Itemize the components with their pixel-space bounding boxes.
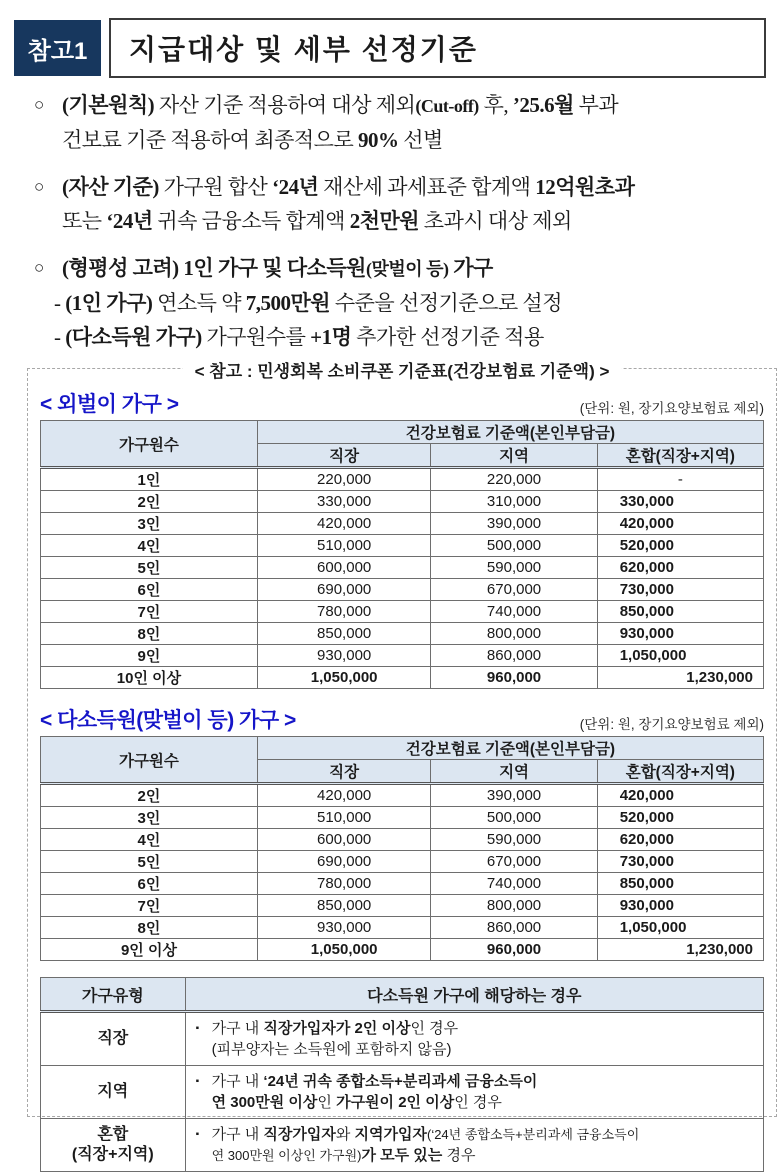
table-cell: 4인: [41, 829, 258, 851]
table-cell: 930,000: [257, 917, 431, 939]
text-run: 선별: [398, 128, 443, 152]
square-bullet-icon: ▪: [195, 1129, 200, 1140]
table-cell: 860,000: [431, 645, 597, 667]
table-cell: 9인 이상: [41, 939, 258, 961]
table-row: [41, 1012, 764, 1066]
table-cell: 390,000: [431, 784, 597, 807]
square-bullet-icon: ▪: [195, 1023, 200, 1034]
text-run: -: [54, 291, 66, 315]
table-row: [41, 851, 764, 873]
text-run: 후,: [478, 93, 513, 117]
text-run: 가 모두 있는: [361, 1147, 443, 1164]
text-run: 12억원초과: [535, 175, 635, 199]
table-cell: 5인: [41, 851, 258, 873]
table-cell: 420,000: [257, 784, 431, 807]
circle-bullet-icon: ○: [34, 177, 44, 196]
table-cell: 850,000: [257, 623, 431, 645]
text-run: 재산세 과세표준 합계액: [318, 175, 536, 199]
table-cell: 9인: [41, 645, 258, 667]
type-desc-workplace: [185, 1012, 763, 1066]
table-row: [41, 829, 764, 851]
text-run: 가구 내: [211, 1073, 264, 1090]
col-header-household-size: 가구원수: [41, 737, 258, 784]
text-run: 7,500만원: [245, 291, 331, 315]
text-run: 직장가입자: [263, 1126, 336, 1143]
unit-note: (단위: 원, 장기요양보험료 제외): [579, 401, 764, 416]
table-cell: 590,000: [431, 557, 597, 579]
text-run: (Cut-off): [415, 96, 479, 116]
table-cell: 850,000: [257, 895, 431, 917]
text-run: +1명: [310, 325, 352, 349]
table-cell: 6인: [41, 873, 258, 895]
text-run: 건보료 기준 적용하여 최종적으로: [62, 128, 359, 152]
bullet-line: [62, 251, 767, 286]
table-cell: 500,000: [431, 807, 597, 829]
bullet-text: [54, 251, 767, 354]
table-cell: 960,000: [431, 939, 597, 961]
text-run: 가구원이 2인 이상: [336, 1094, 455, 1111]
bullet-asset-criteria: [34, 170, 767, 238]
text-run: 자산 기준 적용하여 대상 제외: [154, 93, 416, 117]
table-cell: 390,000: [431, 513, 597, 535]
text-run: 연소득 약: [152, 291, 246, 315]
text-run: 가구원 합산: [158, 175, 273, 199]
square-bullet-icon: ▪: [195, 1076, 200, 1087]
table-row: [41, 557, 764, 579]
table-cell: 500,000: [431, 535, 597, 557]
text-run: 귀속 금융소득 합계액: [152, 209, 350, 233]
text-run: (기본원칙): [62, 93, 155, 117]
table-row: [41, 579, 764, 601]
col-header-workplace: 직장: [257, 444, 431, 468]
reference-box-title: < 참고 : 민생회복 소비쿠폰 기준표(건강보험료 기준액) >: [183, 357, 622, 382]
desc-text: [212, 1124, 640, 1145]
table-cell: 860,000: [431, 917, 597, 939]
text-run: 인 경우: [454, 1094, 502, 1111]
text-run: (피부양자는 소득원에 포함하지 않음): [211, 1041, 452, 1058]
table-cell: 930,000: [257, 645, 431, 667]
type-label-workplace: 직장: [41, 1012, 186, 1066]
table-cell: 4인: [41, 535, 258, 557]
text-run: ‘24년: [272, 175, 319, 199]
bullet-line: [62, 170, 767, 204]
type-desc-regional: [185, 1066, 763, 1119]
single-income-title: < 외벌이 가구 >: [40, 393, 179, 416]
table-cell: 1,050,000: [257, 939, 431, 961]
text-run: 가구 내: [211, 1020, 264, 1037]
col-header-mixed: 혼합(직장+지역): [597, 444, 763, 468]
table-cell: 6인: [41, 579, 258, 601]
text-run: 초과시 대상 제외: [419, 209, 572, 233]
single-income-section-header: [40, 388, 764, 418]
table-row: [41, 939, 764, 961]
text-run: (1인 가구): [65, 291, 153, 315]
desc-text: [212, 1018, 459, 1039]
table-cell: 310,000: [431, 491, 597, 513]
col-header-mixed: 혼합(직장+지역): [597, 760, 763, 784]
table-cell: 740,000: [431, 873, 597, 895]
table-cell: 960,000: [431, 667, 597, 689]
table-cell: 670,000: [431, 579, 597, 601]
table-cell: 510,000: [257, 807, 431, 829]
table-cell: 420,000: [257, 513, 431, 535]
text-run: 1인 가구 및 다소득원: [178, 256, 366, 280]
text-run: 가구원수를: [201, 325, 311, 349]
table-cell: 690,000: [257, 579, 431, 601]
desc-line: [196, 1092, 755, 1113]
sub-bullet-single-household: [54, 286, 767, 320]
col-header-household-size: 가구원수: [41, 421, 258, 468]
table-cell: -: [597, 468, 763, 491]
table-cell: 590,000: [431, 829, 597, 851]
table-cell: 1,050,000: [257, 667, 431, 689]
table-cell: 1,050,000: [597, 917, 763, 939]
text-run: ‘24년: [106, 209, 153, 233]
table-cell: 1,050,000: [597, 645, 763, 667]
table-row: [41, 1119, 764, 1172]
table-cell: 600,000: [257, 557, 431, 579]
table-cell: 780,000: [257, 601, 431, 623]
table-cell: 220,000: [257, 468, 431, 491]
bullet-basic-principle: [34, 88, 767, 157]
table-row: [41, 513, 764, 535]
col-header-regional: 지역: [431, 760, 597, 784]
table-cell: 850,000: [597, 601, 763, 623]
table-cell: 740,000: [431, 601, 597, 623]
table-cell: 800,000: [431, 623, 597, 645]
table-row: [41, 1066, 764, 1119]
circle-bullet-icon: ○: [34, 95, 44, 114]
table-cell: 8인: [41, 917, 258, 939]
table-cell: 5인: [41, 557, 258, 579]
single-income-table: [40, 420, 764, 689]
table-cell: 10인 이상: [41, 667, 258, 689]
desc-line: [196, 1018, 755, 1039]
text-run: 지역가입자: [354, 1126, 427, 1143]
text-run: 인 경우: [410, 1020, 459, 1037]
table-row: [41, 895, 764, 917]
text-run: 수준을 선정기준으로 설정: [330, 291, 562, 315]
table-cell: 780,000: [257, 873, 431, 895]
text-run: 연 300만원 이상: [211, 1094, 318, 1111]
type-label-mixed: [41, 1119, 186, 1172]
table-cell: 220,000: [431, 468, 597, 491]
table-cell: 670,000: [431, 851, 597, 873]
col-header-household-type: 가구유형: [41, 978, 186, 1012]
text-run: 가구: [448, 256, 493, 280]
text-run: (직장+지역): [71, 1146, 154, 1163]
text-run: (형평성 고려): [62, 256, 179, 280]
table-cell: 1인: [41, 468, 258, 491]
table-cell: 730,000: [597, 851, 763, 873]
table-cell: 7인: [41, 601, 258, 623]
table-row: [41, 491, 764, 513]
text-run: 부과: [573, 93, 619, 117]
multi-income-table: [40, 736, 764, 961]
table-cell: 2인: [41, 491, 258, 513]
text-run: 연 300만원 이상인 가구원): [211, 1148, 362, 1163]
table-cell: 520,000: [597, 807, 763, 829]
table-cell: 3인: [41, 807, 258, 829]
text-run: 인: [317, 1094, 337, 1111]
table-cell: 620,000: [597, 557, 763, 579]
household-type-table: [40, 977, 764, 1172]
table-header-row: [41, 421, 764, 444]
col-header-workplace: 직장: [257, 760, 431, 784]
text-run: 와: [335, 1126, 355, 1143]
table-header-row: [41, 737, 764, 760]
col-header-multi-income-case: 다소득원 가구에 해당하는 경우: [185, 978, 763, 1012]
bullet-text: [62, 88, 767, 157]
table-cell: 8인: [41, 623, 258, 645]
text-run: 추가한 선정기준 적용: [351, 325, 544, 349]
table-cell: 730,000: [597, 579, 763, 601]
table-row: [41, 784, 764, 807]
table-row: [41, 645, 764, 667]
table-cell: 7인: [41, 895, 258, 917]
text-run: 혼합: [97, 1126, 129, 1143]
text-run: 또는: [62, 209, 107, 233]
table-cell: 420,000: [597, 784, 763, 807]
table-cell: 930,000: [597, 623, 763, 645]
text-run: 직장가입자가 2인 이상: [263, 1020, 411, 1037]
unit-note: (단위: 원, 장기요양보험료 제외): [579, 717, 764, 732]
desc-line: [196, 1071, 755, 1092]
bullet-equity-consideration: [34, 251, 767, 354]
table-cell: 800,000: [431, 895, 597, 917]
multi-income-section-header: [40, 704, 764, 734]
table-row: [41, 601, 764, 623]
desc-line: [196, 1039, 755, 1060]
table-cell: 690,000: [257, 851, 431, 873]
circle-bullet-icon: ○: [34, 258, 44, 277]
desc-text: [212, 1071, 538, 1092]
reference-table-box: [27, 362, 777, 1164]
text-run: (‘24년 종합소득+분리과세 금융소득이: [426, 1127, 640, 1142]
table-cell: 1,230,000: [597, 667, 763, 689]
reference-badge: 참고1: [14, 20, 101, 76]
table-row: [41, 917, 764, 939]
desc-line: [196, 1124, 755, 1145]
col-header-regional: 지역: [431, 444, 597, 468]
table-cell: 850,000: [597, 873, 763, 895]
criteria-bullet-list: [34, 88, 767, 367]
text-run: 경우: [442, 1147, 476, 1164]
multi-income-title: < 다소득원(맞벌이 등) 가구 >: [40, 709, 296, 732]
table-header-row: [41, 978, 764, 1012]
type-label-regional: 지역: [41, 1066, 186, 1119]
text-run: (자산 기준): [62, 175, 159, 199]
col-header-insurance-group: 건강보험료 기준액(본인부담금): [257, 737, 763, 760]
table-cell: 3인: [41, 513, 258, 535]
table-row: [41, 667, 764, 689]
text-run: 2천만원: [349, 209, 420, 233]
table-cell: 930,000: [597, 895, 763, 917]
bullet-line: [62, 123, 767, 157]
table-cell: 420,000: [597, 513, 763, 535]
table-row: [41, 873, 764, 895]
table-cell: 620,000: [597, 829, 763, 851]
table-cell: 330,000: [597, 491, 763, 513]
text-run: ’25.6월: [512, 93, 574, 117]
table-row: [41, 535, 764, 557]
bullet-line: [62, 204, 767, 238]
sub-bullet-multi-income-household: [54, 320, 767, 354]
text-run: (다소득원 가구): [65, 325, 202, 349]
table-cell: 1,230,000: [597, 939, 763, 961]
text-run: (맞벌이 등): [365, 259, 449, 279]
text-run: ‘24년 귀속 종합소득+분리과세 금융소득이: [263, 1073, 538, 1090]
table-row: [41, 807, 764, 829]
table-cell: 2인: [41, 784, 258, 807]
table-cell: 510,000: [257, 535, 431, 557]
text-run: 90%: [358, 128, 399, 152]
col-header-insurance-group: 건강보험료 기준액(본인부담금): [257, 421, 763, 444]
table-cell: 330,000: [257, 491, 431, 513]
table-row: [41, 623, 764, 645]
table-row: [41, 468, 764, 491]
type-desc-mixed: [185, 1119, 763, 1172]
bullet-text: [62, 170, 767, 238]
text-run: -: [54, 325, 66, 349]
table-cell: 600,000: [257, 829, 431, 851]
table-cell: 520,000: [597, 535, 763, 557]
text-run: 가구 내: [211, 1126, 264, 1143]
bullet-line: [62, 88, 767, 123]
desc-line: [196, 1145, 755, 1166]
page-header: [14, 18, 766, 78]
page-title: 지급대상 및 세부 선정기준: [109, 18, 766, 78]
